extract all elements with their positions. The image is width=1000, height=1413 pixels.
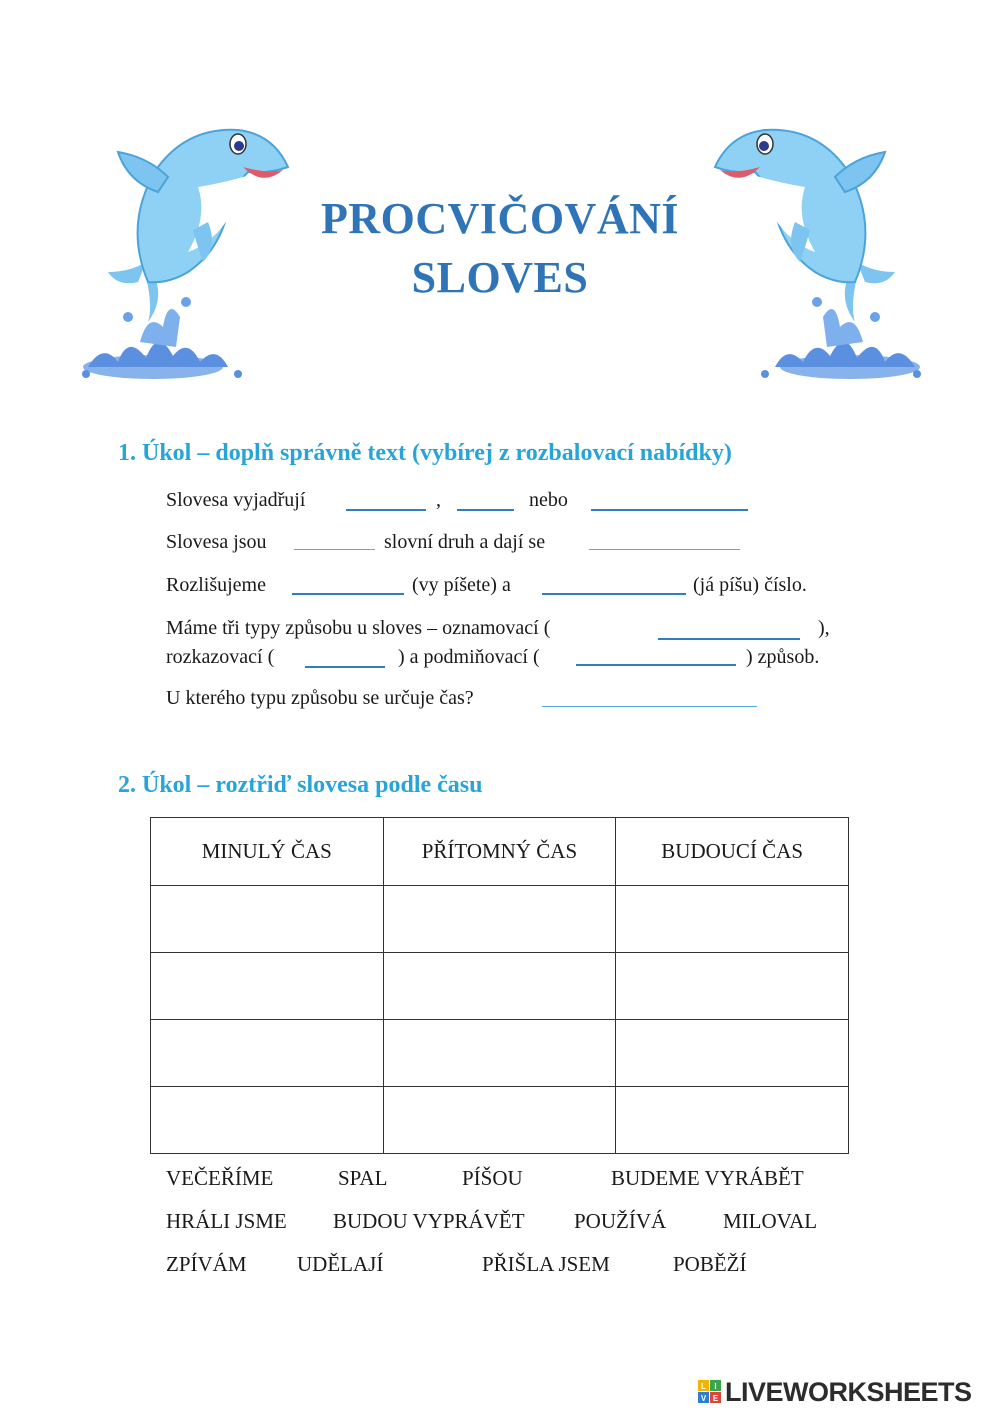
drop-cell[interactable] [151,1087,384,1154]
draggable-word[interactable]: HRÁLI JSME [166,1209,287,1233]
tense-table [150,817,849,1154]
svg-text:V: V [700,1394,707,1403]
liveworksheets-logo [698,1377,972,1407]
task1-s1-comma: , [436,489,441,511]
drop-cell[interactable] [616,886,849,953]
task1-s4-text-d: ) a podmiňovací ( [398,646,540,668]
table-row [151,1020,849,1087]
task1-blank-8[interactable] [658,638,800,640]
task1-s4-text: Máme tři typy způsobu u sloves – oznamovací ( [166,617,551,639]
drop-cell[interactable] [383,1087,616,1154]
task1-blank-9[interactable] [305,666,385,668]
task2-heading: 2. Úkol – roztřiď slovesa podle času [118,772,483,798]
draggable-word[interactable]: POBĚŽÍ [673,1252,747,1276]
task1-s3-text-b: (vy píšete) a [412,574,511,596]
task1-s1-text: Slovesa vyjadřují [166,489,306,511]
task1-s3-text-c: (já píšu) číslo. [693,574,807,596]
task1-s5-text: U kterého typu způsobu se určuje čas? [166,687,474,709]
column-header: BUDOUCÍ ČAS [616,818,849,886]
task1-s2-text: Slovesa jsou [166,531,267,553]
table-row [151,1087,849,1154]
table-row [151,886,849,953]
draggable-word[interactable]: BUDOU VYPRÁVĚT [333,1209,525,1233]
svg-text:E: E [712,1394,719,1403]
task1-s2-text-b: slovní druh a dají se [384,531,546,553]
drop-cell[interactable] [151,886,384,953]
task1-blank-4[interactable] [294,549,375,550]
task1-s4-text-c: rozkazovací ( [166,646,275,668]
drop-cell[interactable] [616,1020,849,1087]
svg-text:I: I [714,1382,717,1391]
draggable-word[interactable]: MILOVAL [723,1209,818,1233]
draggable-word[interactable]: BUDEME VYRÁBĚT [611,1166,804,1190]
page-title-line1: PROCVIČOVÁNÍ [321,194,679,243]
task1-blank-7[interactable] [542,593,686,595]
drop-cell[interactable] [383,953,616,1020]
table-header-row [151,818,849,886]
drop-cell[interactable] [383,1020,616,1087]
task1-s1-or: nebo [529,489,568,511]
task1-s4-text-b: ), [818,617,830,639]
column-header: PŘÍTOMNÝ ČAS [383,818,616,886]
drop-cell[interactable] [383,886,616,953]
task1-blank-5[interactable] [589,549,740,550]
task1-blank-1[interactable] [346,509,426,511]
task1-s4-text-e: ) způsob. [746,646,820,668]
drop-cell[interactable] [151,953,384,1020]
draggable-word[interactable]: VEČEŘÍME [166,1166,274,1190]
task1-heading: 1. Úkol – doplň správně text (vybírej z rozbalovací nabídky) [118,440,732,466]
task1-blank-11[interactable] [542,706,757,707]
task1-blank-10[interactable] [576,664,736,666]
task1-blank-6[interactable] [292,593,404,595]
drop-cell[interactable] [616,953,849,1020]
table-row [151,953,849,1020]
task1-blank-3[interactable] [591,509,748,511]
liveworksheets-logo-icon [698,1380,722,1404]
draggable-word[interactable]: ZPÍVÁM [166,1252,247,1276]
draggable-word[interactable]: PÍŠOU [462,1166,523,1190]
page-title-line2: SLOVES [411,253,589,302]
draggable-word[interactable]: POUŽÍVÁ [574,1209,667,1233]
task1-s3-text: Rozlišujeme [166,574,266,596]
svg-text:L: L [701,1382,706,1391]
liveworksheets-logo-text: LIVEWORKSHEETS [725,1376,972,1407]
task1-blank-2[interactable] [457,509,514,511]
draggable-word[interactable]: PŘIŠLA JSEM [482,1252,610,1276]
draggable-word[interactable]: SPAL [338,1166,388,1190]
drop-cell[interactable] [616,1087,849,1154]
column-header: MINULÝ ČAS [151,818,384,886]
draggable-word[interactable]: UDĚLAJÍ [297,1252,384,1276]
drop-cell[interactable] [151,1020,384,1087]
